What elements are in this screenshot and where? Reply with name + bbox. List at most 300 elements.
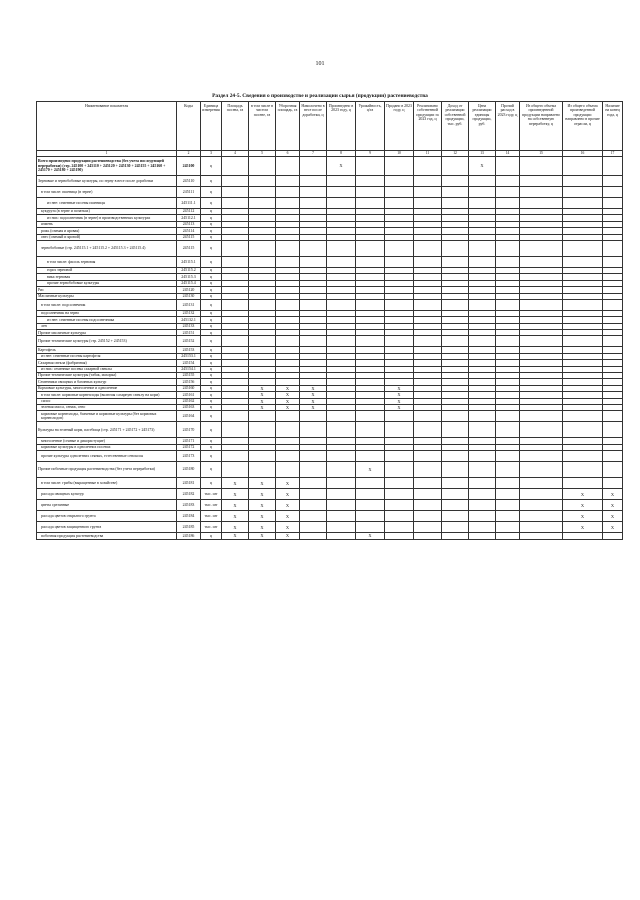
data-cell[interactable] xyxy=(327,240,356,256)
table-row xyxy=(37,336,623,347)
data-cell[interactable] xyxy=(356,411,385,422)
data-cell[interactable] xyxy=(603,411,623,422)
table-row xyxy=(37,240,623,256)
data-cell[interactable] xyxy=(385,489,414,500)
row-unit-cell: ц xyxy=(201,478,222,489)
excluded-cell-mark: Х xyxy=(276,404,300,410)
data-cell[interactable] xyxy=(385,533,414,539)
data-cell[interactable] xyxy=(520,533,563,539)
row-unit-cell: ц xyxy=(201,221,222,227)
data-cell[interactable] xyxy=(249,462,276,478)
row-code-cell: 245162 xyxy=(177,398,201,404)
data-cell[interactable] xyxy=(496,157,520,176)
data-cell[interactable] xyxy=(300,240,327,256)
row-unit-cell: тыс. шт xyxy=(201,511,222,522)
data-cell[interactable] xyxy=(356,240,385,256)
data-cell[interactable] xyxy=(414,478,442,489)
data-cell[interactable] xyxy=(563,176,603,187)
excluded-cell-mark: Х xyxy=(276,385,300,391)
data-cell[interactable] xyxy=(603,422,623,438)
data-cell[interactable] xyxy=(300,299,327,310)
data-cell[interactable] xyxy=(520,500,563,511)
column-number-1: 1 xyxy=(37,151,177,157)
data-cell[interactable] xyxy=(222,462,249,478)
data-cell[interactable] xyxy=(414,511,442,522)
data-cell[interactable] xyxy=(356,522,385,533)
data-cell[interactable] xyxy=(385,157,414,176)
data-cell[interactable] xyxy=(496,411,520,422)
data-cell[interactable] xyxy=(300,187,327,198)
excluded-cell-mark: Х xyxy=(563,500,603,511)
data-cell[interactable] xyxy=(385,478,414,489)
data-cell[interactable] xyxy=(385,451,414,462)
data-cell[interactable] xyxy=(300,451,327,462)
data-cell[interactable] xyxy=(469,299,496,310)
row-name-cell: из них: подсолнечник (в зерне) в производственных культурах xyxy=(37,215,177,221)
data-cell[interactable] xyxy=(520,256,563,267)
data-cell[interactable] xyxy=(327,533,356,539)
data-cell[interactable] xyxy=(385,522,414,533)
data-cell[interactable] xyxy=(327,198,356,209)
row-code-cell: 245153 xyxy=(177,347,201,353)
data-cell[interactable] xyxy=(563,187,603,198)
data-cell[interactable] xyxy=(414,411,442,422)
data-cell[interactable] xyxy=(356,299,385,310)
data-cell[interactable] xyxy=(496,198,520,209)
data-cell[interactable] xyxy=(414,533,442,539)
row-code-cell: 245114 xyxy=(177,228,201,234)
row-code-cell: 245115 xyxy=(177,234,201,240)
data-cell[interactable] xyxy=(356,478,385,489)
row-code-cell: 245183 xyxy=(177,500,201,511)
row-code-cell: 245186 xyxy=(177,533,201,539)
row-code-cell: 245151 xyxy=(177,330,201,336)
data-cell[interactable] xyxy=(469,336,496,347)
row-code-cell: 245155 xyxy=(177,373,201,379)
data-cell[interactable] xyxy=(300,256,327,267)
data-cell[interactable] xyxy=(469,533,496,539)
data-cell[interactable] xyxy=(385,299,414,310)
data-cell[interactable] xyxy=(276,336,300,347)
row-name-cell: цветы срезанные xyxy=(37,500,177,511)
data-cell[interactable] xyxy=(356,187,385,198)
data-cell[interactable] xyxy=(469,522,496,533)
data-cell[interactable] xyxy=(276,422,300,438)
data-cell[interactable] xyxy=(222,422,249,438)
data-cell[interactable] xyxy=(414,500,442,511)
data-cell[interactable] xyxy=(249,451,276,462)
data-cell[interactable] xyxy=(276,240,300,256)
data-cell[interactable] xyxy=(385,198,414,209)
row-code-cell: 245153.1 xyxy=(177,353,201,359)
excluded-cell-mark: Х xyxy=(276,522,300,533)
excluded-cell-mark: Х xyxy=(603,511,623,522)
excluded-cell-mark: Х xyxy=(300,392,327,398)
data-cell[interactable] xyxy=(249,187,276,198)
row-code-cell: 245160 xyxy=(177,385,201,391)
data-cell[interactable] xyxy=(356,511,385,522)
data-cell[interactable] xyxy=(327,511,356,522)
row-name-cell: подсолнечник на зерно xyxy=(37,310,177,316)
data-cell[interactable] xyxy=(603,176,623,187)
row-unit-cell: ц xyxy=(201,404,222,410)
data-cell[interactable] xyxy=(327,500,356,511)
data-cell[interactable] xyxy=(469,511,496,522)
data-cell[interactable] xyxy=(496,299,520,310)
data-cell[interactable] xyxy=(520,451,563,462)
data-cell[interactable] xyxy=(385,336,414,347)
row-name-cell: рассада овощных культур xyxy=(37,489,177,500)
data-cell[interactable] xyxy=(414,176,442,187)
data-cell[interactable] xyxy=(603,256,623,267)
row-unit-cell: ц xyxy=(201,256,222,267)
data-cell[interactable] xyxy=(442,256,469,267)
data-cell[interactable] xyxy=(385,256,414,267)
data-cell[interactable] xyxy=(442,478,469,489)
row-name-cell: из нее: семенные посевы подсолнечника xyxy=(37,317,177,323)
data-cell[interactable] xyxy=(442,299,469,310)
row-unit-cell: ц xyxy=(201,379,222,385)
data-cell[interactable] xyxy=(603,157,623,176)
row-code-cell: 245156 xyxy=(177,379,201,385)
data-cell[interactable] xyxy=(300,336,327,347)
data-cell[interactable] xyxy=(563,256,603,267)
data-cell[interactable] xyxy=(276,411,300,422)
row-unit-cell: ц xyxy=(201,422,222,438)
data-cell[interactable] xyxy=(520,336,563,347)
column-number-9: 9 xyxy=(356,151,385,157)
data-cell[interactable] xyxy=(563,198,603,209)
data-cell[interactable] xyxy=(496,176,520,187)
row-code-cell: 245111 xyxy=(177,187,201,198)
data-cell[interactable] xyxy=(442,511,469,522)
column-header-17: Наличие на конец года, ц xyxy=(603,102,623,151)
data-cell[interactable] xyxy=(496,489,520,500)
column-number-3: 3 xyxy=(201,151,222,157)
data-cell[interactable] xyxy=(249,336,276,347)
data-cell[interactable] xyxy=(300,198,327,209)
data-cell[interactable] xyxy=(520,478,563,489)
data-cell[interactable] xyxy=(222,411,249,422)
data-cell[interactable] xyxy=(249,256,276,267)
data-cell[interactable] xyxy=(300,422,327,438)
data-cell[interactable] xyxy=(469,176,496,187)
data-cell[interactable] xyxy=(249,198,276,209)
data-cell[interactable] xyxy=(563,533,603,539)
column-header-12: Доход от реализации собственной продукции, тыс. руб. xyxy=(442,102,469,151)
data-cell[interactable] xyxy=(276,176,300,187)
data-cell[interactable] xyxy=(563,478,603,489)
data-cell[interactable] xyxy=(496,187,520,198)
data-cell[interactable] xyxy=(603,478,623,489)
column-header-16: Из общего объема произведенной продукции направлено в прочие отрасли, ц xyxy=(563,102,603,151)
data-cell[interactable] xyxy=(496,240,520,256)
data-cell[interactable] xyxy=(356,198,385,209)
data-cell[interactable] xyxy=(469,451,496,462)
data-cell[interactable] xyxy=(300,157,327,176)
column-header-7: Намолочено в весе после доработки, ц xyxy=(300,102,327,151)
data-cell[interactable] xyxy=(356,422,385,438)
data-cell[interactable] xyxy=(414,240,442,256)
data-cell[interactable] xyxy=(442,533,469,539)
data-cell[interactable] xyxy=(469,478,496,489)
excluded-cell-mark: Х xyxy=(385,398,414,404)
data-cell[interactable] xyxy=(520,422,563,438)
row-name-cell: горох зерновой xyxy=(37,267,177,273)
data-cell[interactable] xyxy=(385,176,414,187)
data-cell[interactable] xyxy=(496,522,520,533)
data-cell[interactable] xyxy=(442,500,469,511)
row-unit-cell: ц xyxy=(201,299,222,310)
row-unit-cell: ц xyxy=(201,198,222,209)
data-cell[interactable] xyxy=(249,157,276,176)
data-cell[interactable] xyxy=(222,256,249,267)
row-code-cell: 245185 xyxy=(177,522,201,533)
row-code-cell: 245180 xyxy=(177,462,201,478)
data-cell[interactable] xyxy=(356,451,385,462)
data-cell[interactable] xyxy=(300,489,327,500)
data-cell[interactable] xyxy=(442,411,469,422)
data-cell[interactable] xyxy=(414,198,442,209)
row-unit-cell: ц xyxy=(201,323,222,329)
excluded-cell-mark: Х xyxy=(249,511,276,522)
data-cell[interactable] xyxy=(300,411,327,422)
data-cell[interactable] xyxy=(300,478,327,489)
data-cell[interactable] xyxy=(327,478,356,489)
data-cell[interactable] xyxy=(603,299,623,310)
data-cell[interactable] xyxy=(563,299,603,310)
data-cell[interactable] xyxy=(520,411,563,422)
row-name-cell: рассада цветов открытого грунта xyxy=(37,511,177,522)
data-cell[interactable] xyxy=(442,451,469,462)
data-cell[interactable] xyxy=(496,478,520,489)
data-cell[interactable] xyxy=(276,198,300,209)
data-cell[interactable] xyxy=(563,411,603,422)
row-unit-cell: ц xyxy=(201,360,222,366)
data-cell[interactable] xyxy=(603,533,623,539)
data-cell[interactable] xyxy=(520,299,563,310)
row-name-cell: Масличные культуры xyxy=(37,293,177,299)
data-cell[interactable] xyxy=(276,256,300,267)
data-cell[interactable] xyxy=(603,451,623,462)
data-cell[interactable] xyxy=(469,256,496,267)
data-cell[interactable] xyxy=(520,240,563,256)
row-name-cell: Картофель xyxy=(37,347,177,353)
table-row xyxy=(37,478,623,489)
row-code-cell: 245131 xyxy=(177,299,201,310)
data-cell[interactable] xyxy=(300,462,327,478)
data-cell[interactable] xyxy=(442,489,469,500)
data-cell[interactable] xyxy=(469,240,496,256)
data-cell[interactable] xyxy=(222,157,249,176)
data-cell[interactable] xyxy=(356,500,385,511)
data-cell[interactable] xyxy=(385,462,414,478)
data-cell[interactable] xyxy=(222,176,249,187)
data-cell[interactable] xyxy=(520,187,563,198)
data-cell[interactable] xyxy=(469,489,496,500)
data-cell[interactable] xyxy=(469,198,496,209)
data-cell[interactable] xyxy=(327,187,356,198)
data-cell[interactable] xyxy=(385,422,414,438)
data-cell[interactable] xyxy=(520,489,563,500)
excluded-cell-mark: Х xyxy=(385,392,414,398)
data-cell[interactable] xyxy=(520,462,563,478)
data-cell[interactable] xyxy=(222,187,249,198)
data-cell[interactable] xyxy=(356,176,385,187)
data-cell[interactable] xyxy=(496,511,520,522)
data-cell[interactable] xyxy=(496,462,520,478)
data-cell[interactable] xyxy=(496,422,520,438)
data-cell[interactable] xyxy=(496,533,520,539)
data-cell[interactable] xyxy=(385,187,414,198)
data-cell[interactable] xyxy=(385,500,414,511)
data-cell[interactable] xyxy=(249,299,276,310)
column-number-10: 10 xyxy=(385,151,414,157)
data-cell[interactable] xyxy=(414,462,442,478)
data-cell[interactable] xyxy=(414,187,442,198)
data-cell[interactable] xyxy=(356,256,385,267)
row-unit-cell: ц xyxy=(201,438,222,444)
data-cell[interactable] xyxy=(442,240,469,256)
data-cell[interactable] xyxy=(603,187,623,198)
row-unit-cell: ц xyxy=(201,274,222,280)
data-cell[interactable] xyxy=(496,336,520,347)
data-cell[interactable] xyxy=(563,422,603,438)
data-cell[interactable] xyxy=(300,511,327,522)
data-cell[interactable] xyxy=(414,157,442,176)
table-row xyxy=(37,411,623,422)
data-cell[interactable] xyxy=(469,462,496,478)
data-cell[interactable] xyxy=(469,422,496,438)
data-cell[interactable] xyxy=(222,299,249,310)
data-cell[interactable] xyxy=(442,187,469,198)
column-number-6: 6 xyxy=(276,151,300,157)
data-cell[interactable] xyxy=(469,187,496,198)
data-cell[interactable] xyxy=(327,411,356,422)
data-cell[interactable] xyxy=(442,157,469,176)
data-cell[interactable] xyxy=(300,500,327,511)
data-cell[interactable] xyxy=(327,422,356,438)
data-cell[interactable] xyxy=(563,451,603,462)
data-cell[interactable] xyxy=(414,451,442,462)
data-cell[interactable] xyxy=(327,462,356,478)
row-name-cell: прочие культуры однолетних сеяных, естественные сенокосы xyxy=(37,451,177,462)
column-header-11: Реализовано собственной продукции за 2023 год, ц xyxy=(414,102,442,151)
data-cell[interactable] xyxy=(327,489,356,500)
excluded-cell-mark: Х xyxy=(300,404,327,410)
excluded-cell-mark: Х xyxy=(222,522,249,533)
data-cell[interactable] xyxy=(222,451,249,462)
data-cell[interactable] xyxy=(356,157,385,176)
excluded-cell-mark: Х xyxy=(300,398,327,404)
data-cell[interactable] xyxy=(414,299,442,310)
data-cell[interactable] xyxy=(520,176,563,187)
data-cell[interactable] xyxy=(249,176,276,187)
data-cell[interactable] xyxy=(442,336,469,347)
data-cell[interactable] xyxy=(222,336,249,347)
data-cell[interactable] xyxy=(385,511,414,522)
data-cell[interactable] xyxy=(520,157,563,176)
data-cell[interactable] xyxy=(414,256,442,267)
data-cell[interactable] xyxy=(520,522,563,533)
data-cell[interactable] xyxy=(442,176,469,187)
data-cell[interactable] xyxy=(327,522,356,533)
data-cell[interactable] xyxy=(276,299,300,310)
row-unit-cell: ц xyxy=(201,310,222,316)
data-cell[interactable] xyxy=(520,511,563,522)
data-cell[interactable] xyxy=(414,422,442,438)
data-cell[interactable] xyxy=(249,422,276,438)
row-unit-cell: ц xyxy=(201,267,222,273)
data-cell[interactable] xyxy=(249,240,276,256)
data-cell[interactable] xyxy=(222,198,249,209)
data-cell[interactable] xyxy=(442,198,469,209)
data-cell[interactable] xyxy=(356,489,385,500)
data-cell[interactable] xyxy=(356,336,385,347)
data-cell[interactable] xyxy=(385,240,414,256)
row-unit-cell: ц xyxy=(201,353,222,359)
data-cell[interactable] xyxy=(442,422,469,438)
data-cell[interactable] xyxy=(385,411,414,422)
data-cell[interactable] xyxy=(300,176,327,187)
table-row xyxy=(37,422,623,438)
data-cell[interactable] xyxy=(603,240,623,256)
data-cell[interactable] xyxy=(563,240,603,256)
data-cell[interactable] xyxy=(496,451,520,462)
data-cell[interactable] xyxy=(327,256,356,267)
data-cell[interactable] xyxy=(222,240,249,256)
data-cell[interactable] xyxy=(469,411,496,422)
data-cell[interactable] xyxy=(414,489,442,500)
data-cell[interactable] xyxy=(327,176,356,187)
data-cell[interactable] xyxy=(327,299,356,310)
data-cell[interactable] xyxy=(276,187,300,198)
data-cell[interactable] xyxy=(300,533,327,539)
data-cell[interactable] xyxy=(276,462,300,478)
row-unit-cell: ц xyxy=(201,347,222,353)
row-unit-cell: ц xyxy=(201,215,222,221)
data-cell[interactable] xyxy=(603,336,623,347)
data-cell[interactable] xyxy=(276,157,300,176)
data-cell[interactable] xyxy=(442,522,469,533)
row-name-cell: Всего произведено продукции растениеводства (без учета последующей переработки) (стр. 245100 + 245110 + 245120 + 245130 + 245155 + 245160 + 245170 + 245180 + 245190) xyxy=(37,157,177,176)
data-cell[interactable] xyxy=(563,157,603,176)
data-cell[interactable] xyxy=(276,451,300,462)
data-cell[interactable] xyxy=(563,336,603,347)
data-cell[interactable] xyxy=(520,198,563,209)
row-name-cell: Прочие технические культуры (стр. 245152 + 245153) xyxy=(37,336,177,347)
column-number-7: 7 xyxy=(300,151,327,157)
data-cell[interactable] xyxy=(496,500,520,511)
data-cell[interactable] xyxy=(414,336,442,347)
data-cell[interactable] xyxy=(603,462,623,478)
excluded-cell-mark: Х xyxy=(222,533,249,539)
column-header-4: Площадь посева, га xyxy=(222,102,249,151)
column-header-13: Цена реализации единицы продукции, руб. xyxy=(469,102,496,151)
data-cell[interactable] xyxy=(603,198,623,209)
data-cell[interactable] xyxy=(469,500,496,511)
row-code-cell: 245181 xyxy=(177,478,201,489)
data-cell[interactable] xyxy=(327,336,356,347)
data-cell[interactable] xyxy=(414,522,442,533)
data-cell[interactable] xyxy=(249,411,276,422)
data-cell[interactable] xyxy=(563,462,603,478)
row-name-cell: из нее: семенные посевы пшеницы xyxy=(37,198,177,209)
data-cell[interactable] xyxy=(496,256,520,267)
data-cell[interactable] xyxy=(300,522,327,533)
data-cell[interactable] xyxy=(442,462,469,478)
data-cell[interactable] xyxy=(327,451,356,462)
